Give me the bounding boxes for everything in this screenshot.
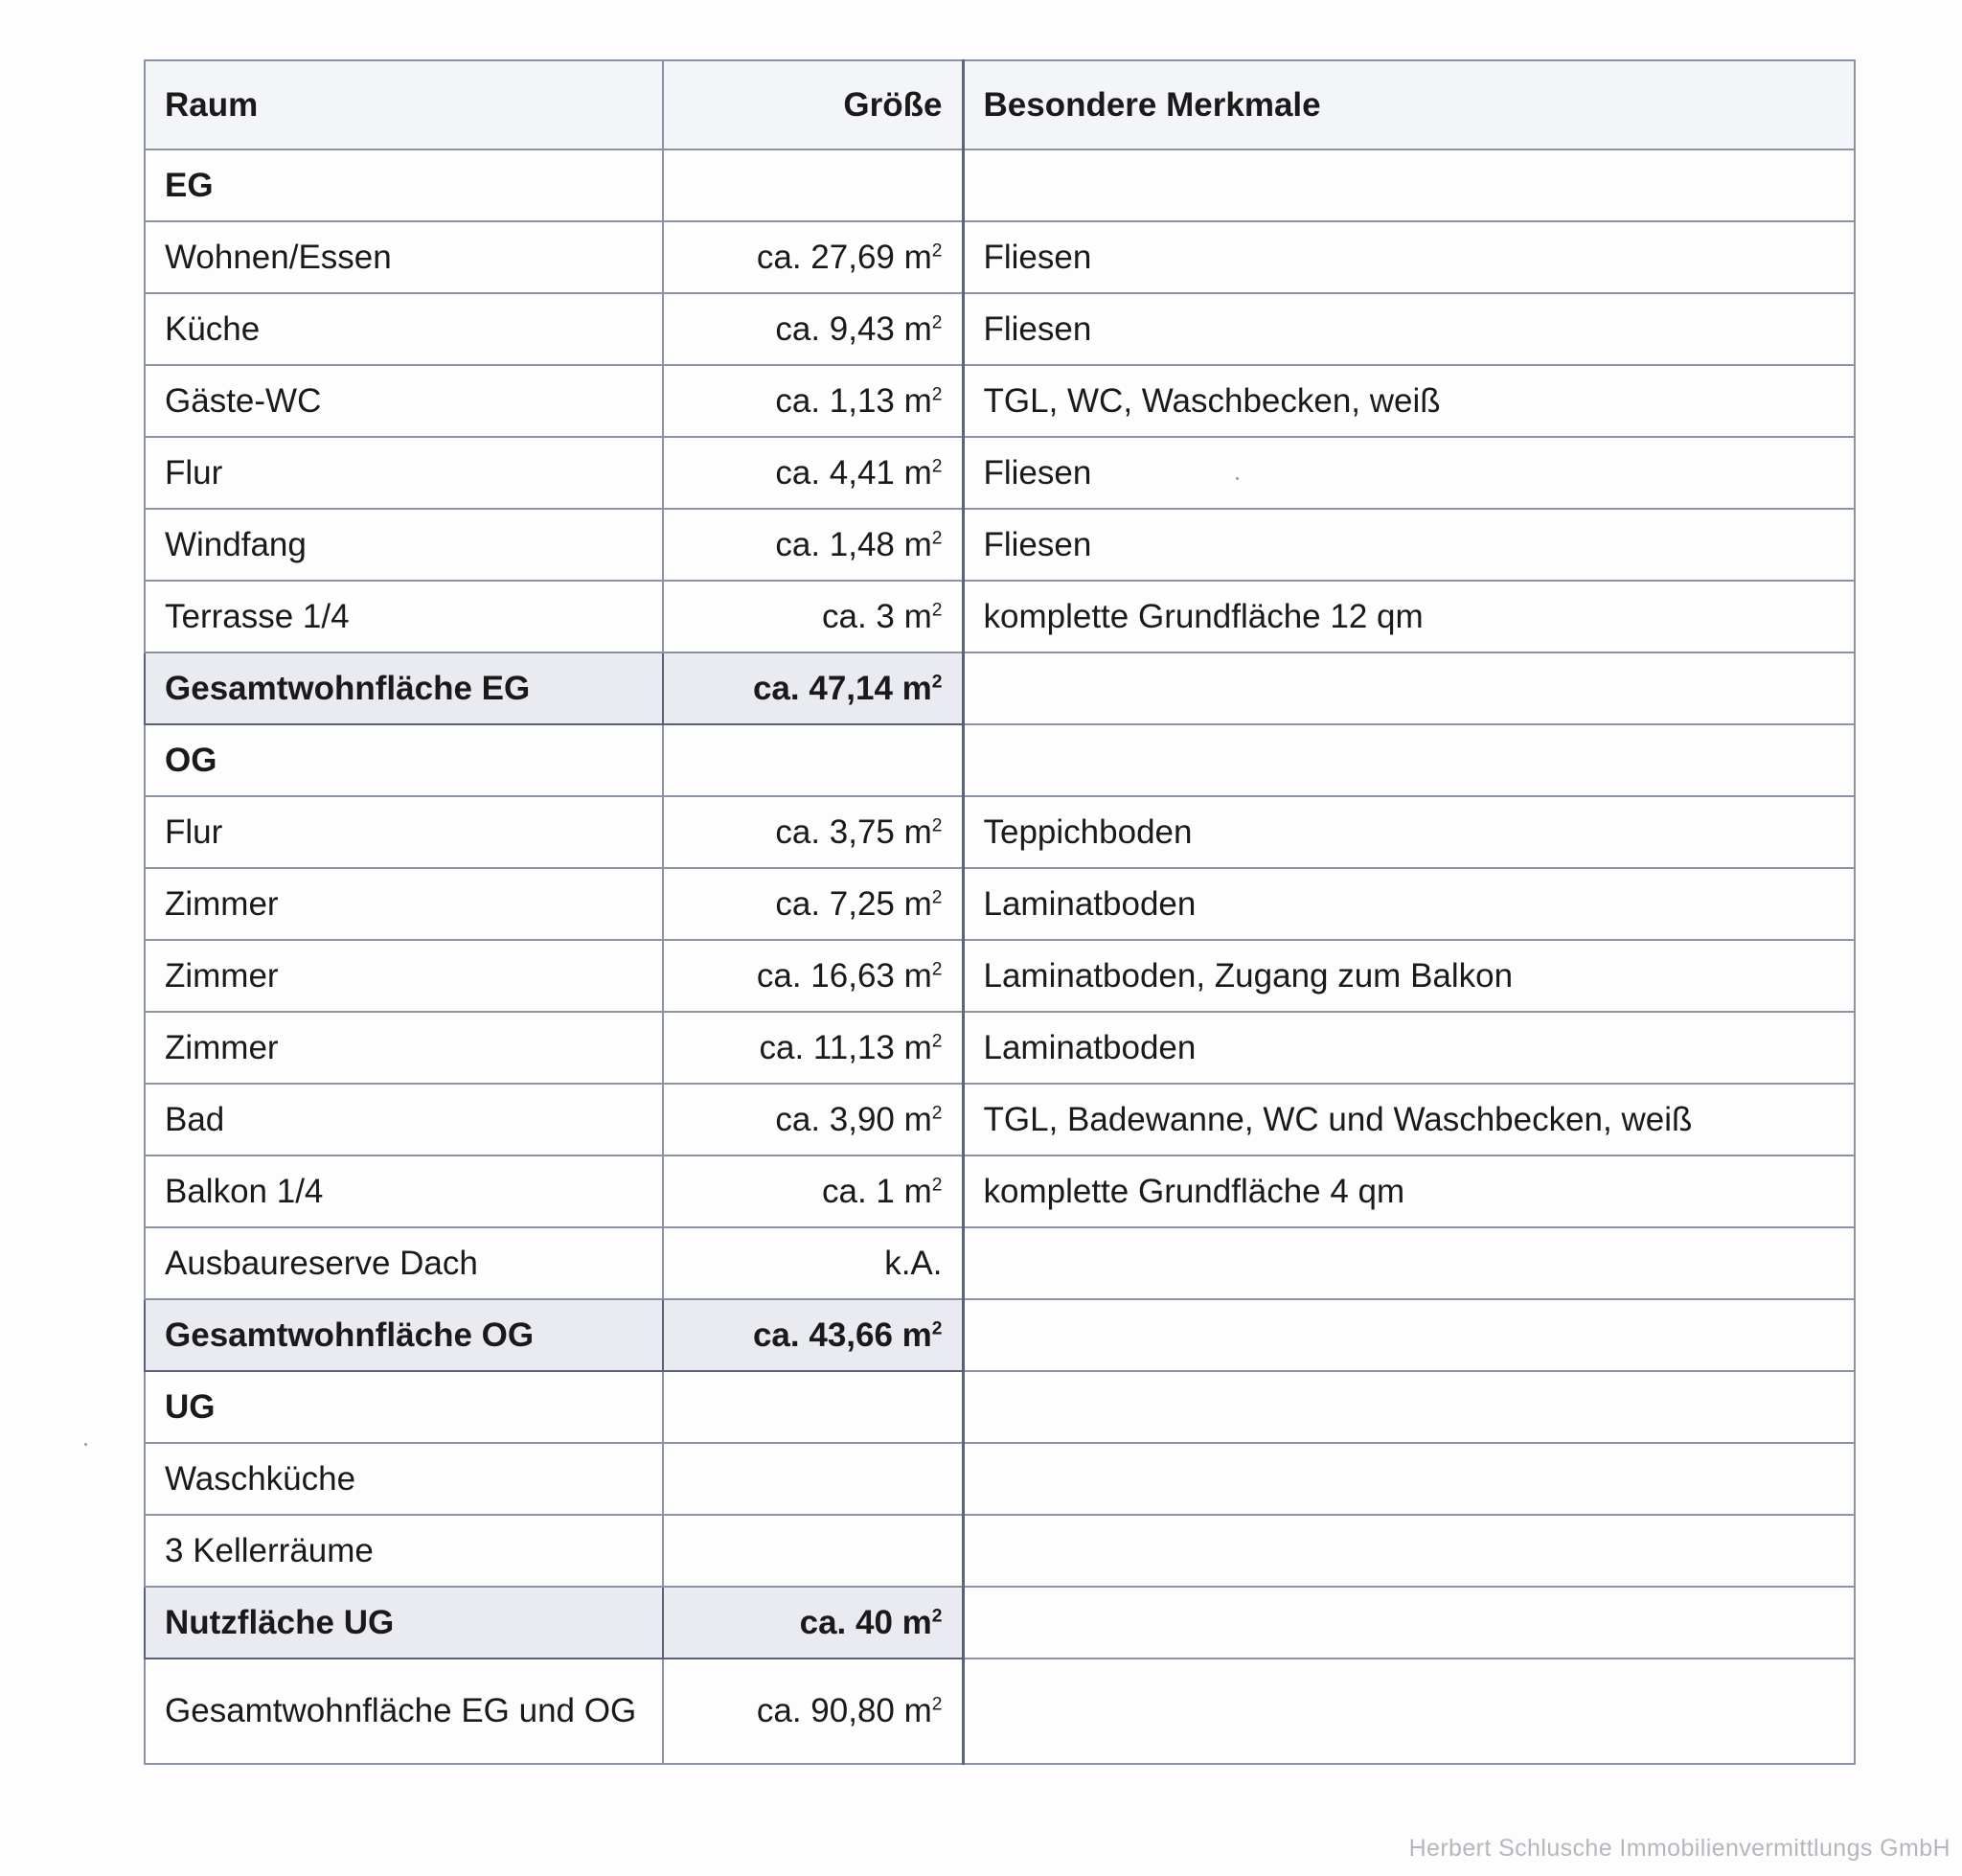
- cell-features: Teppichboden: [963, 796, 1855, 868]
- header-room: Raum: [145, 60, 663, 149]
- subtotal-row: [145, 652, 1855, 724]
- cell-room: Balkon 1/4: [145, 1155, 663, 1227]
- cell-room: Windfang: [145, 509, 663, 581]
- cell-room: Waschküche: [145, 1443, 663, 1515]
- cell-size: ca. 1,48 $m^2$: [663, 509, 963, 581]
- cell-features: Laminatboden: [963, 1012, 1855, 1084]
- cell-features: Fliesen: [963, 221, 1855, 293]
- cell-room: Nutzfläche UG: [145, 1587, 663, 1659]
- section-row: [145, 149, 1855, 221]
- table-row: [145, 1012, 1855, 1084]
- cell-size: ca. 16,63 $m^2$: [663, 940, 963, 1012]
- cell-size: ca. 3 $m^2$: [663, 581, 963, 652]
- cell-features: [963, 1443, 1855, 1515]
- cell-features: [963, 652, 1855, 724]
- table-row: [145, 1443, 1855, 1515]
- table-header-row: [145, 60, 1855, 149]
- cell-room: Terrasse 1/4: [145, 581, 663, 652]
- cell-room: Gesamtwohnfläche EG und OG: [145, 1659, 663, 1764]
- table-row: [145, 581, 1855, 652]
- scan-speck: [84, 1443, 87, 1446]
- cell-size: [663, 1371, 963, 1443]
- cell-room: Gesamtwohnfläche OG: [145, 1299, 663, 1371]
- cell-room: Wohnen/Essen: [145, 221, 663, 293]
- cell-room: Zimmer: [145, 868, 663, 940]
- cell-room: Bad: [145, 1084, 663, 1155]
- header-features: Besondere Merkmale: [963, 60, 1855, 149]
- cell-room: Zimmer: [145, 940, 663, 1012]
- room-area-table: [144, 59, 1856, 1765]
- cell-size: k.A.: [663, 1227, 963, 1299]
- cell-room: Ausbaureserve Dach: [145, 1227, 663, 1299]
- cell-size: ca. 1,13 $m^2$: [663, 365, 963, 437]
- cell-size: ca. 3,90 $m^2$: [663, 1084, 963, 1155]
- cell-size: [663, 1443, 963, 1515]
- grand-total-row: [145, 1659, 1855, 1764]
- cell-features: Laminatboden, Zugang zum Balkon: [963, 940, 1855, 1012]
- cell-room: OG: [145, 724, 663, 796]
- table-row: [145, 365, 1855, 437]
- cell-features: [963, 1659, 1855, 1764]
- cell-size: ca. 90,80 $m^2$: [663, 1659, 963, 1764]
- table-row: [145, 437, 1855, 509]
- table-row: [145, 293, 1855, 365]
- cell-features: Fliesen: [963, 437, 1855, 509]
- cell-size: [663, 1515, 963, 1587]
- cell-features: [963, 724, 1855, 796]
- table-row: [145, 1084, 1855, 1155]
- subtotal-row: [145, 1299, 1855, 1371]
- scan-speck: [1236, 477, 1239, 480]
- section-row: [145, 724, 1855, 796]
- table-row: [145, 796, 1855, 868]
- cell-size: ca. 3,75 $m^2$: [663, 796, 963, 868]
- cell-room: Zimmer: [145, 1012, 663, 1084]
- cell-size: ca. 1 $m^2$: [663, 1155, 963, 1227]
- cropped-heading-fragment: [163, 0, 699, 6]
- cell-features: komplette Grundfläche 4 qm: [963, 1155, 1855, 1227]
- cell-room: Gäste-WC: [145, 365, 663, 437]
- cell-size: ca. 40 $m^2$: [663, 1587, 963, 1659]
- table-row: [145, 1227, 1855, 1299]
- cell-features: [963, 1299, 1855, 1371]
- table-row: [145, 509, 1855, 581]
- cell-room: EG: [145, 149, 663, 221]
- cell-features: [963, 1587, 1855, 1659]
- cell-features: Fliesen: [963, 293, 1855, 365]
- cell-features: TGL, WC, Waschbecken, weiß: [963, 365, 1855, 437]
- cell-features: komplette Grundfläche 12 qm: [963, 581, 1855, 652]
- cell-features: [963, 1371, 1855, 1443]
- cell-room: Flur: [145, 437, 663, 509]
- cell-room: Flur: [145, 796, 663, 868]
- subtotal-row: [145, 1587, 1855, 1659]
- cell-features: [963, 1515, 1855, 1587]
- footer-watermark: Herbert Schlusche Immobilienvermittlungs GmbH: [1408, 1835, 1951, 1862]
- cell-features: [963, 1227, 1855, 1299]
- cell-size: ca. 4,41 $m^2$: [663, 437, 963, 509]
- cell-size: [663, 149, 963, 221]
- cell-features: Fliesen: [963, 509, 1855, 581]
- cell-features: [963, 149, 1855, 221]
- cell-size: ca. 27,69 $m^2$: [663, 221, 963, 293]
- cell-room: UG: [145, 1371, 663, 1443]
- cell-size: ca. 7,25 $m^2$: [663, 868, 963, 940]
- header-size: Größe: [663, 60, 963, 149]
- table-row: [145, 1515, 1855, 1587]
- room-table-body: [145, 149, 1855, 1764]
- cell-room: Gesamtwohnfläche EG: [145, 652, 663, 724]
- cell-features: TGL, Badewanne, WC und Waschbecken, weiß: [963, 1084, 1855, 1155]
- cell-size: [663, 724, 963, 796]
- cell-features: Laminatboden: [963, 868, 1855, 940]
- section-row: [145, 1371, 1855, 1443]
- cell-size: ca. 47,14 $m^2$: [663, 652, 963, 724]
- cell-size: ca. 11,13 $m^2$: [663, 1012, 963, 1084]
- table-row: [145, 221, 1855, 293]
- table-row: [145, 1155, 1855, 1227]
- cell-size: ca. 9,43 $m^2$: [663, 293, 963, 365]
- cell-size: ca. 43,66 $m^2$: [663, 1299, 963, 1371]
- table-row: [145, 940, 1855, 1012]
- cell-room: Küche: [145, 293, 663, 365]
- cell-room: 3 Kellerräume: [145, 1515, 663, 1587]
- table-row: [145, 868, 1855, 940]
